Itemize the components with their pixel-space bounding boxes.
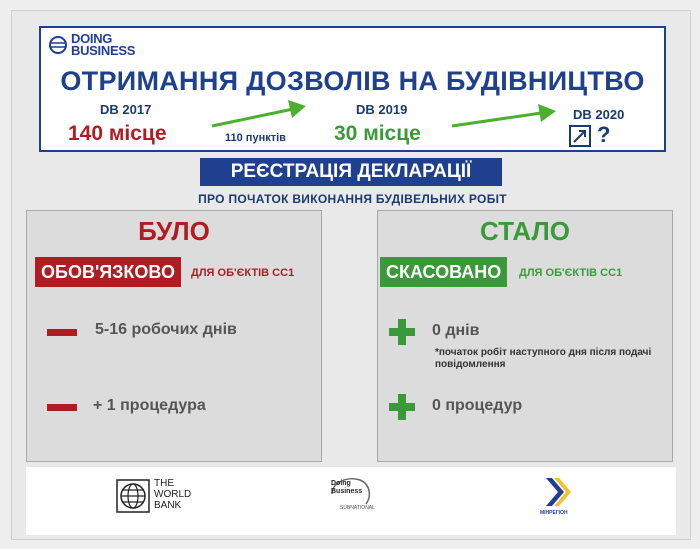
db2019-rank: 30 місце <box>334 122 421 145</box>
minregion-logo-icon <box>542 476 572 508</box>
after-footnote: *початок робіт наступного дня після подачі повідомлення <box>435 347 652 370</box>
before-title: БУЛО <box>138 216 210 246</box>
before-status-badge: ОБОВ'ЯЗКОВО <box>35 257 181 287</box>
page-title: ОТРИМАННЯ ДОЗВОЛІВ НА БУДІВНИЦТВО <box>60 66 645 96</box>
after-title: СТАЛО <box>480 216 570 246</box>
world-bank-logo <box>154 478 191 511</box>
after-tag-note: ДЛЯ ОБ'ЄКТІВ СС1 <box>519 267 623 279</box>
db2019-label: DB 2019 <box>356 102 408 117</box>
db2017-rank: 140 місце <box>68 122 167 145</box>
before-item-procedure: + 1 процедура <box>93 397 206 414</box>
after-status-badge: СКАСОВАНО <box>380 257 507 287</box>
after-panel <box>377 210 673 462</box>
minregion-label: МІНРЕГІОН <box>540 510 568 516</box>
dbs-line2: Business <box>331 488 363 495</box>
before-tag-note: ДЛЯ ОБ'ЄКТІВ СС1 <box>191 267 295 279</box>
minus-icon <box>47 329 77 336</box>
dbs-line1: Doing <box>331 480 351 487</box>
after-item-procedures: 0 процедур <box>432 397 523 414</box>
declaration-banner: РЕЄСТРАЦІЯ ДЕКЛАРАЦІЇ <box>200 158 502 186</box>
points-gained: 110 пунктів <box>225 132 286 144</box>
wb-line1: THE <box>154 478 174 489</box>
trend-up-icon <box>569 125 591 147</box>
world-bank-globe-icon <box>116 479 150 513</box>
logo-line2: BUSINESS <box>71 43 136 58</box>
db2020-label: DB 2020 <box>573 107 625 122</box>
before-item-days: 5-16 робочих днів <box>95 321 237 338</box>
logo-line1: DOING <box>71 31 113 46</box>
doing-business-subnational-logo <box>331 480 362 496</box>
dbs-subnational: SUBNATIONAL <box>340 505 375 511</box>
minus-icon <box>47 404 77 411</box>
declaration-subtitle: ПРО ПОЧАТОК ВИКОНАННЯ БУДІВЕЛЬНИХ РОБІТ <box>198 192 507 206</box>
db2017-label: DB 2017 <box>100 102 152 117</box>
wb-line3: BANK <box>154 500 182 511</box>
wb-line2: WORLD <box>154 489 192 500</box>
before-panel <box>26 210 322 462</box>
db2020-question-mark: ? <box>597 122 611 147</box>
after-item-days: 0 днів <box>432 322 480 339</box>
